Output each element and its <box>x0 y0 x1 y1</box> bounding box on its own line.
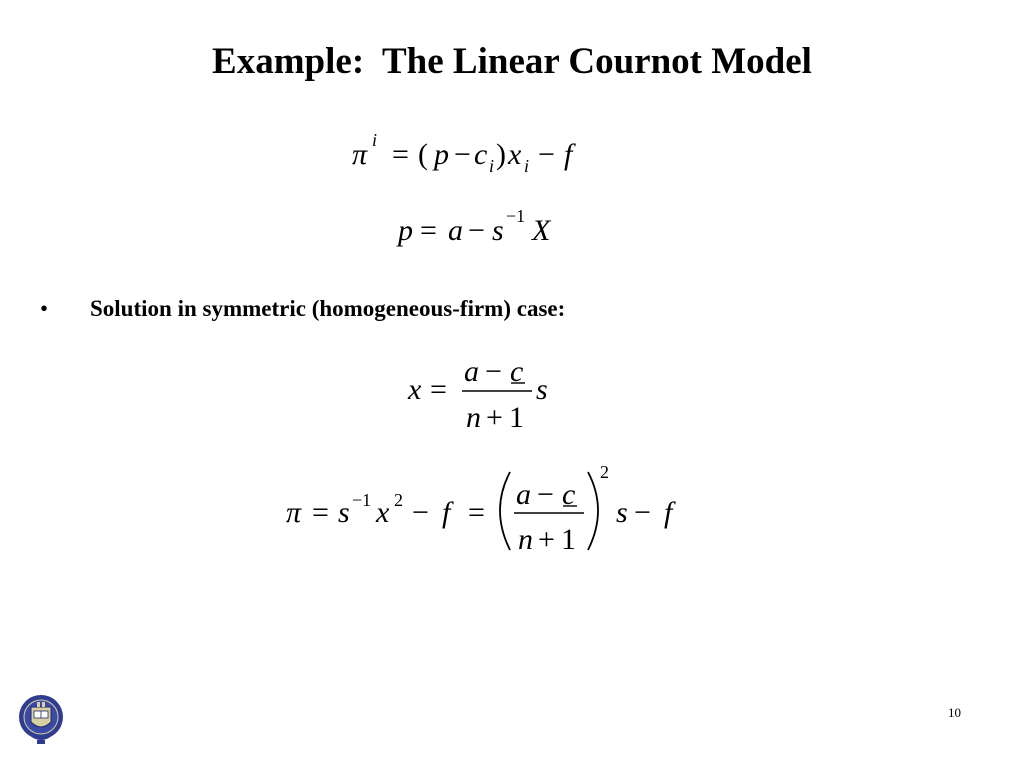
svg-text:x: x <box>408 373 422 406</box>
svg-text:1: 1 <box>509 401 524 434</box>
slide-title: Example: The Linear Cournot Model <box>212 41 812 82</box>
svg-text:c: c <box>474 138 488 171</box>
svg-text:=: = <box>430 373 447 406</box>
svg-text:a: a <box>464 355 479 388</box>
equation-symmetric-profit-graphic <box>284 460 704 560</box>
svg-text:=: = <box>420 214 437 247</box>
svg-text:π: π <box>286 496 302 529</box>
svg-text:2: 2 <box>394 490 403 510</box>
svg-text:=: = <box>392 138 409 171</box>
svg-text:c: c <box>562 478 576 511</box>
svg-text:i: i <box>524 156 530 176</box>
svg-text:s: s <box>616 496 628 529</box>
svg-text:): ) <box>496 138 506 171</box>
svg-text:f: f <box>664 496 673 529</box>
svg-text:=: = <box>312 496 329 529</box>
svg-text:−: − <box>468 214 485 247</box>
bullet-text: Solution in symmetric (homogeneous-firm) case: <box>90 296 566 321</box>
svg-text:X: X <box>532 214 551 247</box>
svg-text:+: + <box>486 401 503 434</box>
svg-text:1: 1 <box>561 523 576 556</box>
svg-text:p: p <box>398 214 413 247</box>
bullet-marker: • <box>40 296 49 321</box>
svg-text:−: − <box>634 496 651 529</box>
svg-text:x: x <box>508 138 522 171</box>
svg-text:−: − <box>537 478 554 511</box>
svg-text:n: n <box>518 523 533 556</box>
svg-text:s: s <box>338 496 350 529</box>
svg-text:s: s <box>492 214 504 247</box>
svg-text:−1: −1 <box>506 206 526 226</box>
svg-text:+: + <box>538 523 555 556</box>
svg-text:−1: −1 <box>352 490 372 510</box>
svg-text:2: 2 <box>600 462 609 482</box>
svg-text:c: c <box>510 355 524 388</box>
equation-inverse-demand <box>396 200 596 261</box>
svg-text:(: ( <box>418 138 428 171</box>
svg-text:i: i <box>372 130 378 150</box>
equation-symmetric-profit <box>284 460 704 565</box>
equation-profit-firm-i-graphic <box>350 124 610 180</box>
crest-icon <box>17 692 65 748</box>
svg-text:−: − <box>454 138 471 171</box>
svg-text:−: − <box>538 138 555 171</box>
equation-inverse-demand-graphic <box>396 200 596 256</box>
svg-text:a: a <box>516 478 531 511</box>
page-number: 10 <box>948 705 961 720</box>
equation-profit-firm-i <box>350 124 610 185</box>
svg-text:=: = <box>468 496 485 529</box>
svg-text:a: a <box>448 214 463 247</box>
svg-text:−: − <box>485 355 502 388</box>
equation-symmetric-output-graphic <box>406 354 566 444</box>
svg-text:π: π <box>352 138 368 171</box>
equation-symmetric-output <box>406 354 566 449</box>
university-crest-logo <box>17 692 65 748</box>
svg-text:p: p <box>434 138 449 171</box>
svg-text:x: x <box>376 496 390 529</box>
svg-text:f: f <box>564 138 573 171</box>
svg-text:s: s <box>536 373 548 406</box>
svg-text:−: − <box>412 496 429 529</box>
svg-text:n: n <box>466 401 481 434</box>
svg-text:i: i <box>489 156 495 176</box>
svg-text:f: f <box>442 496 451 529</box>
